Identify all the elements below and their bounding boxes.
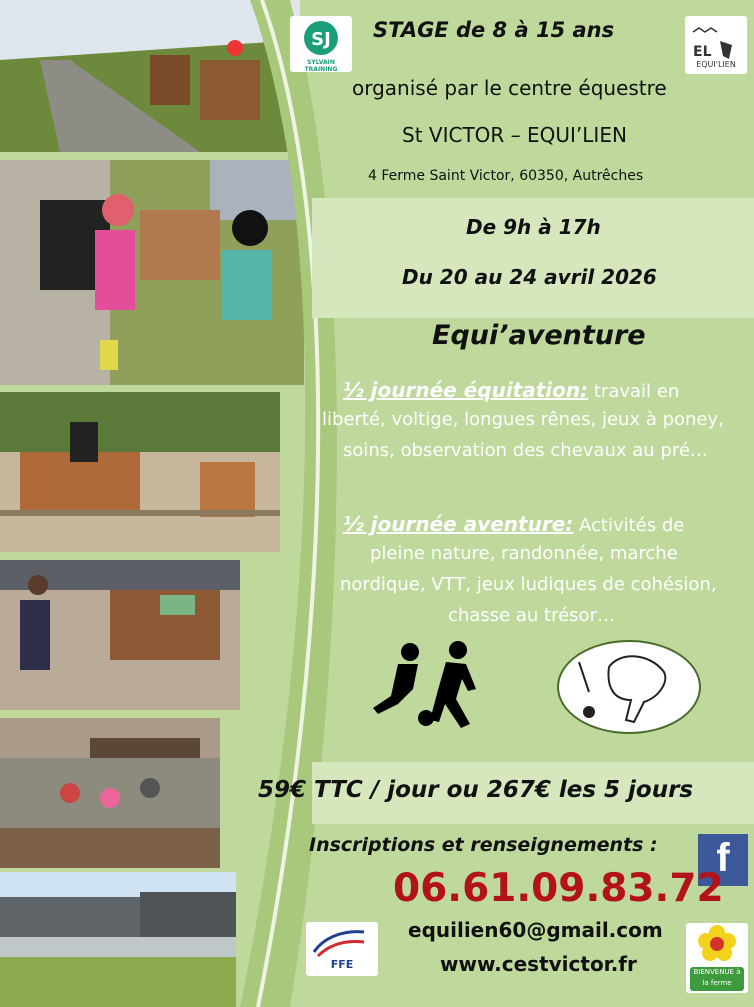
organizer-line: organisé par le centre équestre bbox=[352, 76, 667, 100]
facebook-icon: f bbox=[716, 836, 730, 880]
equitation-heading: ½ journée équitation: bbox=[343, 378, 589, 402]
center-name: St VICTOR – EQUI’LIEN bbox=[402, 123, 627, 147]
email[interactable]: equilien60@gmail.com bbox=[408, 918, 663, 942]
bienvenue-ferme-logo bbox=[686, 923, 748, 993]
sylvain-training-text: SYLVAIN TRAINING bbox=[304, 59, 338, 73]
equitation-line3: soins, observation des chevaux au pré… bbox=[343, 440, 708, 461]
bienvenue-text: BIENVENUE à la ferme bbox=[690, 967, 744, 991]
aventure-heading: ½ journée aventure: bbox=[343, 512, 574, 536]
stage-title: STAGE de 8 à 15 ans bbox=[373, 18, 615, 42]
phone-number[interactable]: 06.61.09.83.72 bbox=[393, 866, 724, 911]
equilien-logo bbox=[685, 16, 747, 74]
aventure-line3: nordique, VTT, jeux ludiques de cohésion, bbox=[340, 574, 717, 595]
ffe-text: FFE bbox=[330, 958, 354, 971]
equilien-text: EQUI'LIEN bbox=[696, 60, 736, 69]
contact-heading: Inscriptions et renseignements : bbox=[309, 834, 658, 856]
hours: De 9h à 17h bbox=[466, 215, 601, 239]
football-players-icon bbox=[368, 640, 488, 730]
ffe-horse-icon bbox=[306, 922, 378, 962]
website[interactable]: www.cestvictor.fr bbox=[440, 952, 637, 976]
flower-icon bbox=[686, 923, 748, 967]
aventure-line1 bbox=[343, 512, 684, 536]
horse-drawing-icon bbox=[559, 642, 699, 732]
address: 4 Ferme Saint Victor, 60350, Autrêches bbox=[368, 168, 644, 184]
price: 59€ TTC / jour ou 267€ les 5 jours bbox=[258, 777, 694, 803]
aventure-text1: Activités de bbox=[579, 515, 685, 536]
aventure-line2: pleine nature, randonnée, marche bbox=[370, 543, 678, 564]
program-title: Equi’aventure bbox=[432, 320, 646, 351]
sylvain-training-logo bbox=[290, 16, 352, 72]
aventure-line4: chasse au trésor… bbox=[448, 605, 615, 626]
equitation-line1 bbox=[343, 378, 679, 402]
dates: Du 20 au 24 avril 2026 bbox=[402, 265, 657, 289]
equitation-text1: travail en bbox=[593, 381, 680, 402]
equitation-line2: liberté, voltige, longues rênes, jeux à poney, bbox=[322, 409, 724, 430]
ffe-logo bbox=[306, 922, 378, 976]
svg-text:EL: EL bbox=[693, 44, 712, 60]
horse-drawing-medallion bbox=[557, 640, 701, 734]
svg-text:SJ: SJ bbox=[311, 29, 331, 50]
